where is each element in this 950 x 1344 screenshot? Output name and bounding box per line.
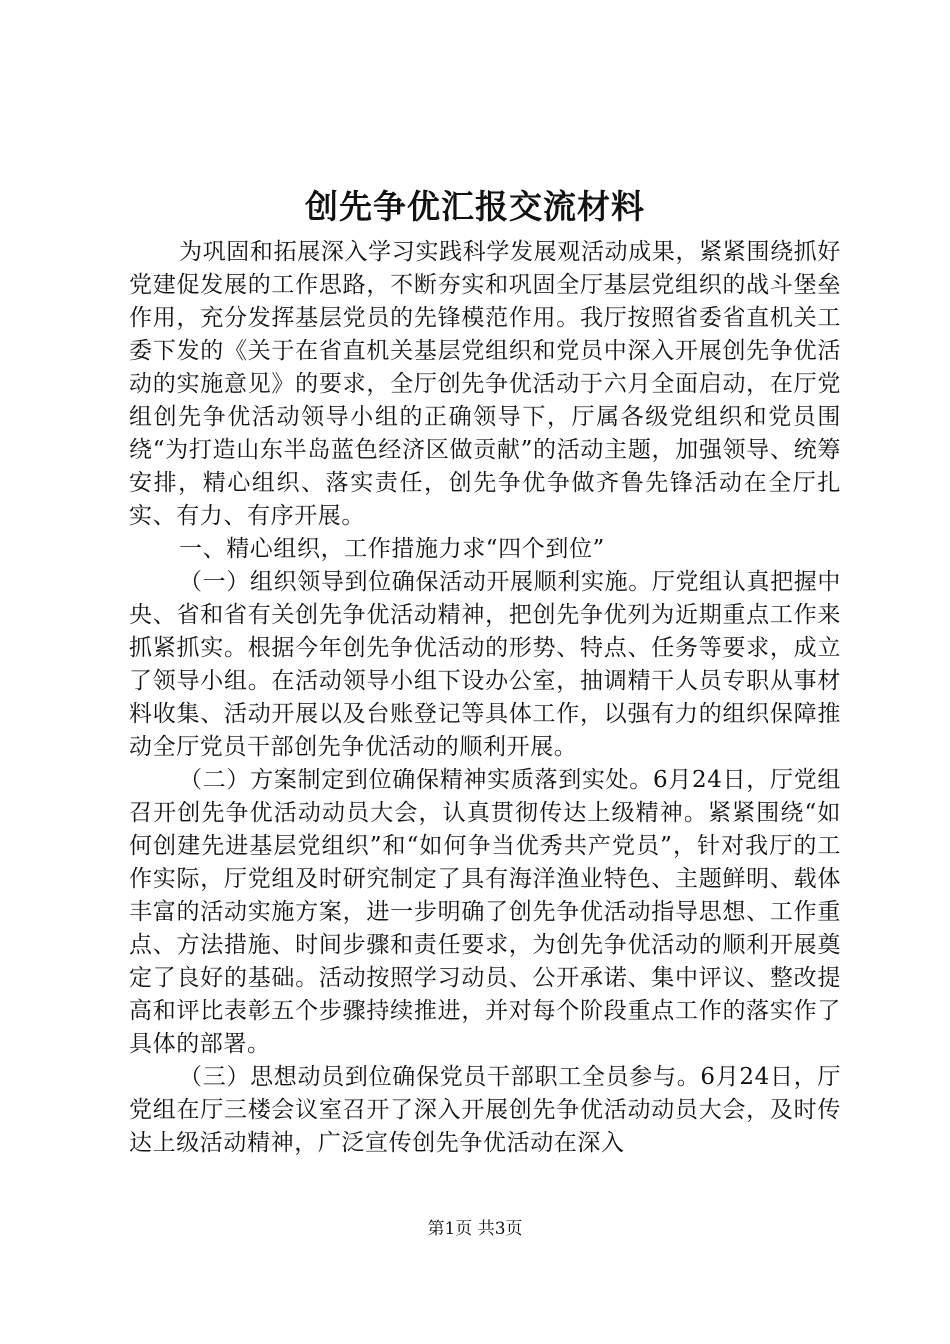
subsection-paragraph-3: （三）思想动员到位确保党员干部职工全员参与。6月24日，厅党组在厅三楼会议室召开了深入开展创先争优活动动员大会，及时传达上级活动精神，广泛宣传创先争优活动在深入 <box>129 1064 841 1156</box>
section-heading: 一、精心组织，工作措施力求“四个到位” <box>179 536 605 562</box>
subsection-paragraph-1: （一）组织领导到位确保活动开展顺利实施。厅党组认真把握中央、省和省有关创先争优活动精神，把创先争优列为近期重点工作来抓紧抓实。根据今年创先争优活动的形势、特点、任务等要求，成立了领导小组。在活动领导小组下设办公室，抽调精干人员专职从事材料收集、活动开展以及台账登记等具体工作，以强有力的组织保障推动全厅党员干部创先争优活动的顺利开展。 <box>129 569 841 760</box>
page-number-footer: 第1页 共3页 <box>427 1219 523 1239</box>
intro-paragraph: 为巩固和拓展深入学习实践科学发展观活动成果，紧紧围绕抓好党建促发展的工作思路，不断夯实和巩固全厅基层党组织的战斗堡垒作用，充分发挥基层党员的先锋模范作用。我厅按照省委省直机关工委下发的《关于在省直机关基层党组织和党员中深入开展创先争优活动的实施意见》的要求，全厅创先争优活动于六月全面启动，在厅党组创先争优活动领导小组的正确领导下，厅属各级党组织和党员围绕“为打造山东半岛蓝色经济区做贡献”的活动主题，加强领导、统筹安排，精心组织、落实责任，创先争优争做齐鲁先锋活动在全厅扎实、有力、有序开展。 <box>129 239 841 529</box>
document-title: 创先争优汇报交流材料 <box>305 187 645 226</box>
document-body <box>129 236 841 1160</box>
subsection-paragraph-2: （二）方案制定到位确保精神实质落到实处。6月24日，厅党组召开创先争优活动动员大会，认真贯彻传达上级精神。紧紧围绕“如何创建先进基层党组织”和“如何争当优秀共产党员”，针对我厅的工作实际，厅党组及时研究制定了具有海洋渔业特色、主题鲜明、载体丰富的活动实施方案，进一步明确了创先争优活动指导思想、工作重点、方法措施、时间步骤和责任要求，为创先争优活动的顺利开展奠定了良好的基础。活动按照学习动员、公开承诺、集中评议、整改提高和评比表彰五个步骤持续推进，并对每个阶段重点工作的落实作了具体的部署。 <box>129 767 841 1057</box>
